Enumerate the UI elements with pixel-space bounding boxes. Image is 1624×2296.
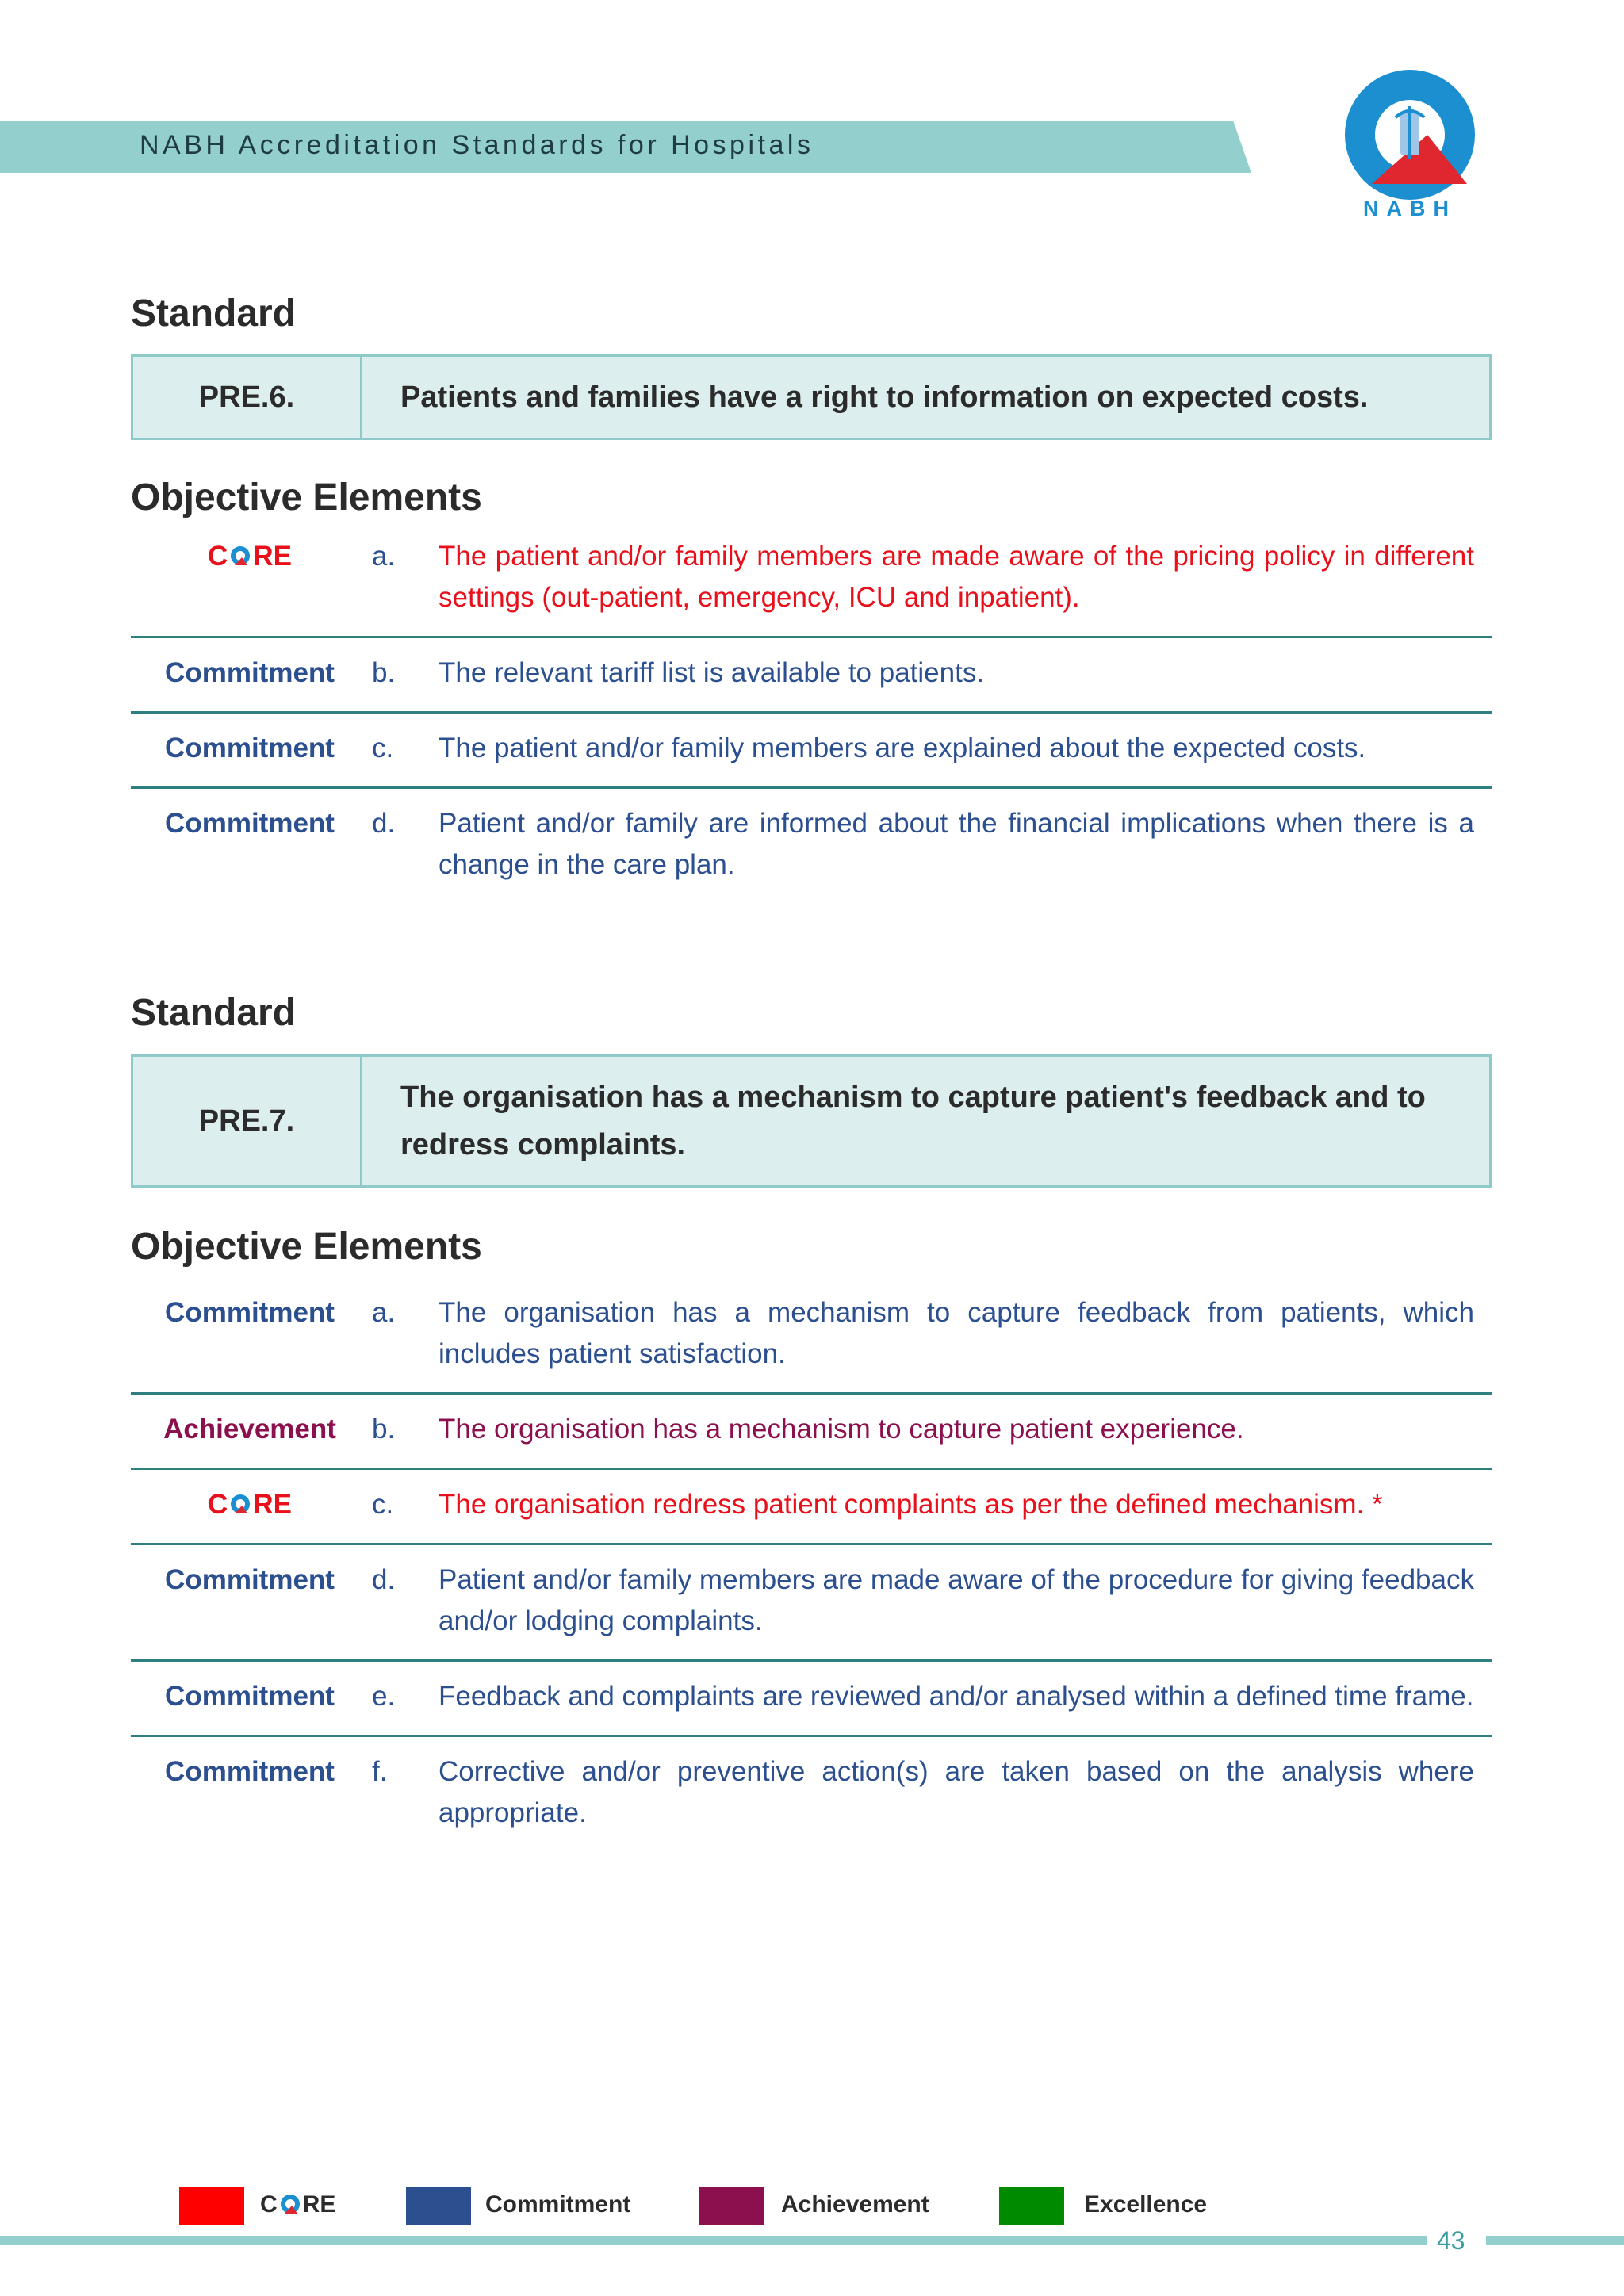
objective-element-text: The organisation has a mechanism to capture patient experience. [439,1414,1244,1445]
objective-element-text: Patient and/or family are informed about the financial implications when there is a change in the care plan. [439,808,1474,880]
objective-element-letter: e. [372,1681,396,1712]
objective-element-letter: a. [372,541,396,572]
objective-element-letter: d. [372,808,396,839]
objective-element-text: Corrective and/or preventive action(s) are taken based on the analysis where appropriate. [439,1756,1474,1828]
core-label-c: C [208,1489,228,1520]
nabh-o-icon [278,2193,302,2217]
objective-element-category: Achievement [163,1414,336,1445]
core-label-c: C [208,541,228,572]
objective-element-text: The patient and/or family members are explained about the expected costs. [439,733,1366,763]
objective-element-text: Feedback and complaints are reviewed and/or analysed within a defined time frame. [439,1681,1474,1712]
standard-statement: The organisation has a mechanism to capture patient's feedback and to redress complaints. [400,1081,1426,1161]
core-label-re: RE [253,1489,292,1520]
standard-code: PRE.6. [133,357,362,438]
objective-element-row [131,789,1492,903]
objective-element-letter: f. [372,1756,388,1787]
objective-elements-list-2 [131,1278,1492,1851]
objective-element-text: The relevant tariff list is available to patients. [439,657,985,688]
header-title: NABH Accreditation Standards for Hospitals [140,130,814,160]
footer-bar [0,2236,1427,2245]
standard-statement: Patients and families have a right to information on expected costs. [400,381,1369,414]
objective-element-row [131,1278,1492,1395]
page-number: 43 [1437,2226,1465,2255]
objective-elements-list-1 [131,522,1492,903]
objective-element-row [131,638,1492,714]
objective-element-category: Commitment [165,1564,335,1595]
standard-box-pre6 [131,354,1492,440]
legend-label-commitment: Commitment [485,2191,631,2218]
legend-swatch-achievement [699,2187,764,2225]
objective-element-category: Commitment [165,657,335,688]
objective-element-category: Commitment [165,1297,335,1328]
objective-element-category: Commitment [165,808,335,839]
objective-element-row [131,1470,1492,1545]
objective-element-row [131,714,1492,789]
objective-elements-heading-2: Objective Elements [131,1226,482,1268]
core-label [260,2191,335,2218]
objective-element-row [131,522,1492,638]
standard-box-pre7 [131,1054,1492,1188]
objective-element-letter: c. [372,733,394,763]
legend-label-excellence: Excellence [1084,2191,1208,2218]
standard-code: PRE.7. [133,1057,362,1185]
objective-element-category: Commitment [165,733,335,763]
nabh-o-icon [228,1493,252,1517]
objective-element-letter: c. [372,1489,394,1520]
objective-element-category: Commitment [165,1681,335,1712]
legend-label-core [260,2191,335,2218]
objective-element-letter: a. [372,1297,396,1328]
objective-element-row [131,1545,1492,1662]
core-label-c: C [260,2191,278,2218]
objective-element-text: The patient and/or family members are made aware of the pricing policy in different settings (out-patient, emergency, ICU and inpatient). [439,541,1474,613]
core-label [208,536,292,577]
legend-label-achievement: Achievement [781,2191,929,2218]
legend-swatch-core [179,2187,244,2225]
category-legend [0,2187,1624,2226]
objective-element-category: Commitment [165,1756,335,1787]
legend-swatch-excellence [999,2187,1064,2225]
standard-heading-2: Standard [131,992,297,1034]
footer-bar-right [1486,2236,1624,2245]
objective-element-category [131,536,369,618]
objective-element-letter: d. [372,1564,396,1595]
objective-element-letter: b. [372,657,396,688]
legend-swatch-commitment [406,2187,471,2225]
objective-element-text: The organisation has a mechanism to capture feedback from patients, which includes patient satisfaction. [439,1297,1474,1369]
nabh-o-icon [228,545,252,568]
objective-element-row [131,1662,1492,1737]
objective-element-category [131,1484,369,1525]
core-label-re: RE [302,2191,336,2218]
objective-elements-heading-1: Objective Elements [131,476,482,519]
objective-element-row [131,1737,1492,1851]
objective-element-row [131,1395,1492,1470]
objective-element-text: Patient and/or family members are made aware of the procedure for giving feedback and/or lodging complaints. [439,1564,1474,1636]
standard-heading-1: Standard [131,293,297,335]
core-label [208,1484,292,1525]
objective-element-text: The organisation redress patient complaints as per the defined mechanism. * [439,1489,1383,1520]
logo-text: NABH [1363,197,1457,220]
core-label-re: RE [253,541,292,572]
objective-element-letter: b. [372,1414,396,1445]
